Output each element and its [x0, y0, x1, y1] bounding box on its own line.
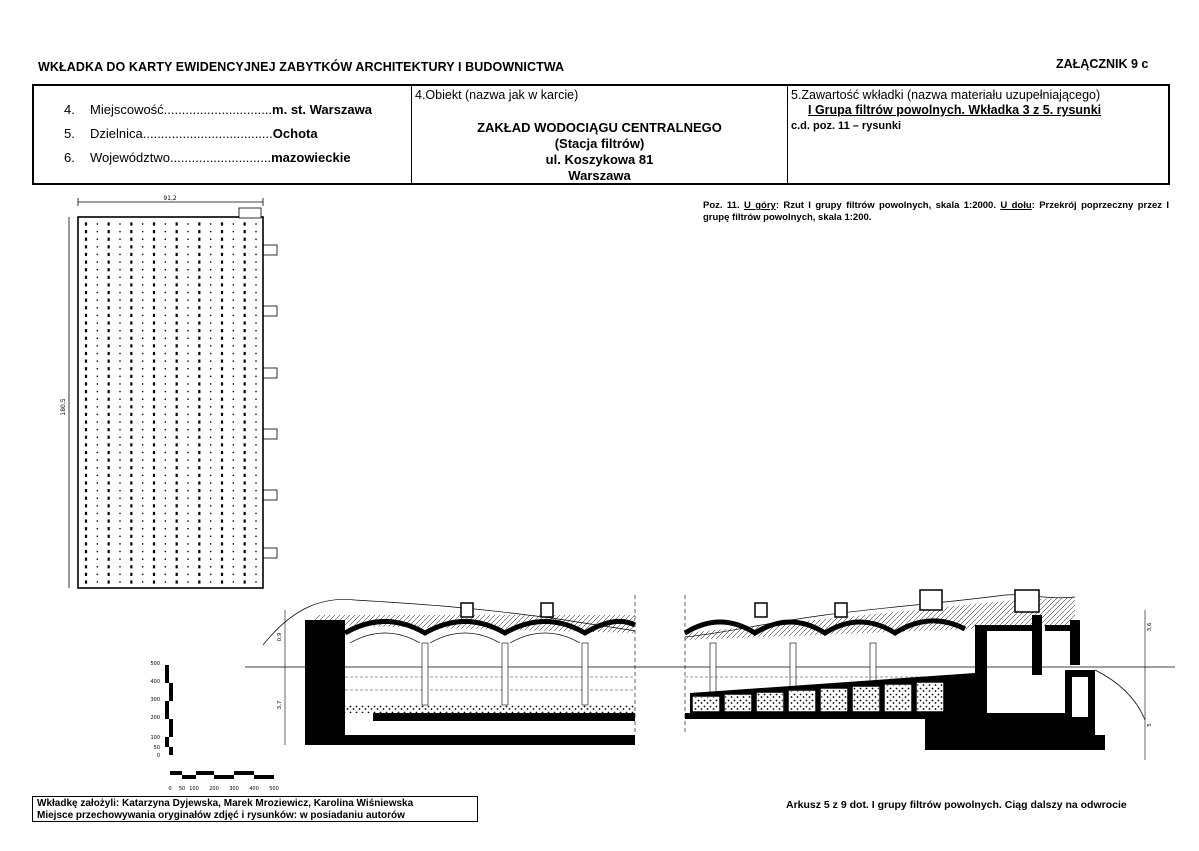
- horizontal-scale-bar: [168, 771, 278, 792]
- contents-subtitle: I Grupa filtrów powolnych. Wkładka 3 z 5. rysunki: [808, 103, 1102, 117]
- svg-text:500: 500: [269, 786, 279, 792]
- object-cell: [412, 86, 787, 183]
- header-table: [32, 84, 1170, 185]
- svg-text:100: 100: [150, 735, 160, 741]
- svg-text:0: 0: [156, 753, 160, 759]
- svg-text:0: 0: [168, 786, 172, 792]
- authors-box: [32, 796, 478, 822]
- figure-caption: Poz. 11. U góry: Rzut I grupy filtrów powolnych, skala 1:2000. U dołu: Przekrój poprzeczny przez I grupę filtrów powolnych, skala 1:200.: [703, 200, 1170, 223]
- svg-text:50: 50: [178, 786, 186, 792]
- plan-width-dimension: 91,2: [163, 195, 177, 202]
- dimension-left-top: 0,9: [277, 632, 283, 642]
- contents-cell: [788, 86, 1168, 183]
- svg-text:200: 200: [150, 715, 160, 721]
- document-title: WKŁADKA DO KARTY EWIDENCYJNEJ ZABYTKÓW ARCHITEKTURY I BUDOWNICTWA: [38, 60, 565, 74]
- svg-text:400: 400: [150, 679, 160, 685]
- object-name: ZAKŁAD WODOCIĄGU CENTRALNEGO (Stacja filtrów) ul. Koszykowa 81 Warszawa: [477, 120, 722, 183]
- svg-text:50: 50: [153, 745, 160, 751]
- svg-text:300: 300: [229, 786, 239, 792]
- dimension-right-bottom: 5: [1147, 723, 1153, 727]
- plan-height-dimension: 180,5: [60, 398, 67, 416]
- cross-section-drawing: [145, 585, 1175, 795]
- section-left-part: [263, 595, 635, 745]
- filter-plan-drawing: [50, 192, 290, 597]
- plan-outlets: [263, 245, 277, 558]
- contents-heading: 5.Zawartość wkładki (nazwa materiału uzupełniającego): [791, 88, 1101, 102]
- vertical-scale-bar: [150, 661, 173, 759]
- plan-pillar-grid: [85, 222, 257, 583]
- location-row-voivodeship: 6. Województwo............................mazowieckie: [64, 150, 351, 165]
- svg-text:400: 400: [249, 786, 259, 792]
- contents-note: c.d. poz. 11 – rysunki: [791, 120, 902, 132]
- location-row-town: 4. Miejscowość..............................m. st. Warszawa: [64, 102, 372, 117]
- sheet-note: Arkusz 5 z 9 dot. I grupy filtrów powolnych. Ciąg dalszy na odwrocie: [786, 799, 1127, 811]
- location-row-district: 5. Dzielnica....................................Ochota: [64, 126, 318, 141]
- object-heading: 4.Obiekt (nazwa jak w karcie): [415, 88, 579, 102]
- plan-chamber: [239, 208, 261, 218]
- section-right-part: [685, 590, 1145, 750]
- svg-text:300: 300: [150, 697, 160, 703]
- svg-text:500: 500: [150, 661, 160, 667]
- plan-outline: [78, 217, 263, 588]
- svg-text:100: 100: [189, 786, 199, 792]
- svg-text:200: 200: [209, 786, 219, 792]
- annex-label: ZAŁĄCZNIK 9 c: [1056, 57, 1149, 71]
- authors-line: Wkładkę założyli: Katarzyna Dyjewska, Marek Mroziewicz, Karolina Wiśniewska: [37, 798, 414, 809]
- storage-line: Miejsce przechowywania oryginałów zdjęć i rysunków: w posiadaniu autorów: [37, 809, 405, 821]
- dimension-right-top: 3,6: [1147, 622, 1153, 632]
- dimension-left-bottom: 3,7: [277, 700, 283, 710]
